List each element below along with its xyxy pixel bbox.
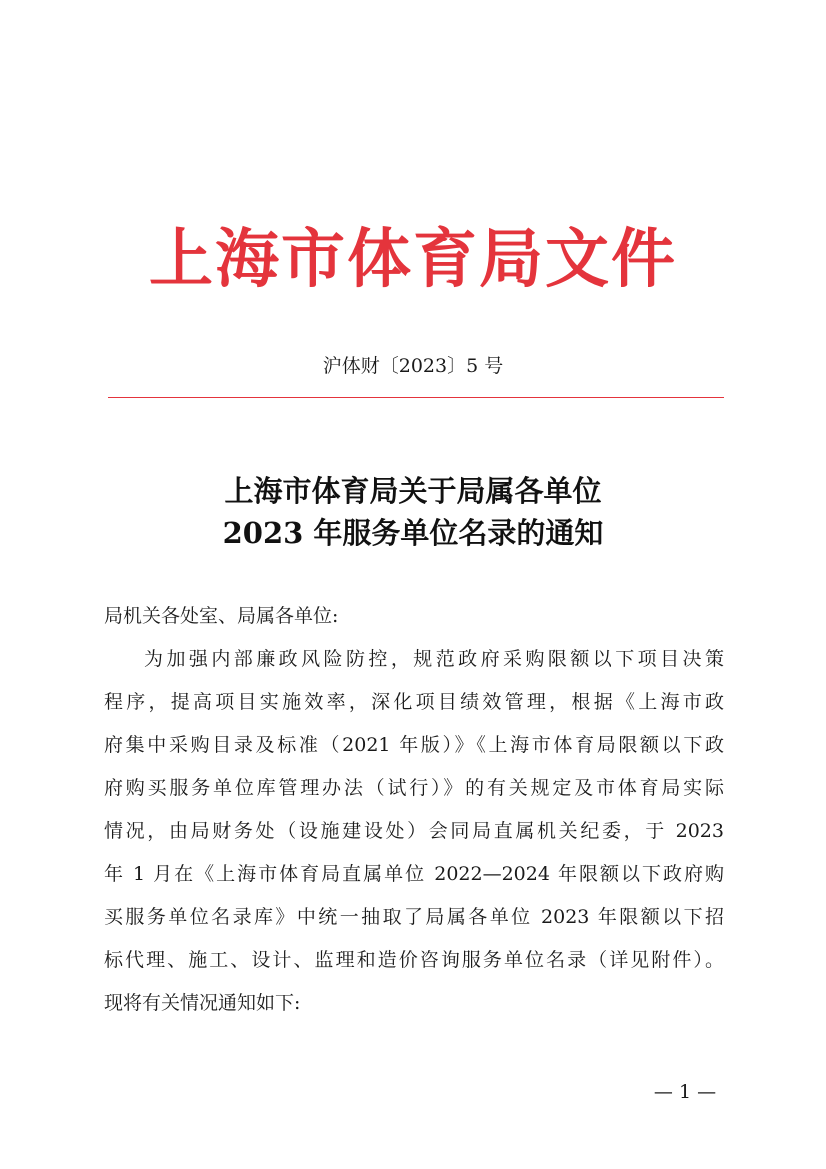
salutation: 局机关各处室、局属各单位: — [104, 605, 339, 627]
paragraph-line: 标代理、施工、设计、监理和造价咨询服务单位名录（详见附件）。 — [104, 949, 724, 971]
notice-title — [0, 470, 826, 554]
notice-title-line-2: 2023 年服务单位名录的通知 — [222, 516, 604, 550]
paragraph-line: 情况，由局财务处（设施建设处）会同局直属机关纪委，于 2023 — [104, 820, 724, 842]
document-number: 沪体财〔2023〕5 号 — [322, 355, 504, 377]
paragraph-line: 现将有关情况通知如下: — [104, 992, 301, 1014]
paragraph-line: 年 1 月在《上海市体育局直属单位 2022—2024 年限额以下政府购 — [104, 863, 724, 885]
paragraph-line: 程序，提高项目实施效率，深化项目绩效管理，根据《上海市政 — [104, 691, 724, 713]
paragraph-line: 为加强内部廉政风险防控，规范政府采购限额以下项目决策 — [144, 648, 724, 670]
notice-body — [104, 595, 724, 1025]
page-number: — 1 — — [653, 1081, 717, 1103]
paragraph-line: 买服务单位名录库》中统一抽取了局属各单位 2023 年限额以下招 — [104, 906, 724, 928]
paragraph-line: 府集中采购目录及标准（2021 年版）》《上海市体育局限额以下政 — [104, 734, 724, 756]
issuer-header-title: 上海市体育局文件 — [149, 222, 677, 297]
red-divider-line — [108, 397, 724, 398]
paragraph-line: 府购买服务单位库管理办法（试行）》的有关规定及市体育局实际 — [104, 777, 724, 799]
notice-title-line-1: 上海市体育局关于局属各单位 — [224, 474, 602, 508]
